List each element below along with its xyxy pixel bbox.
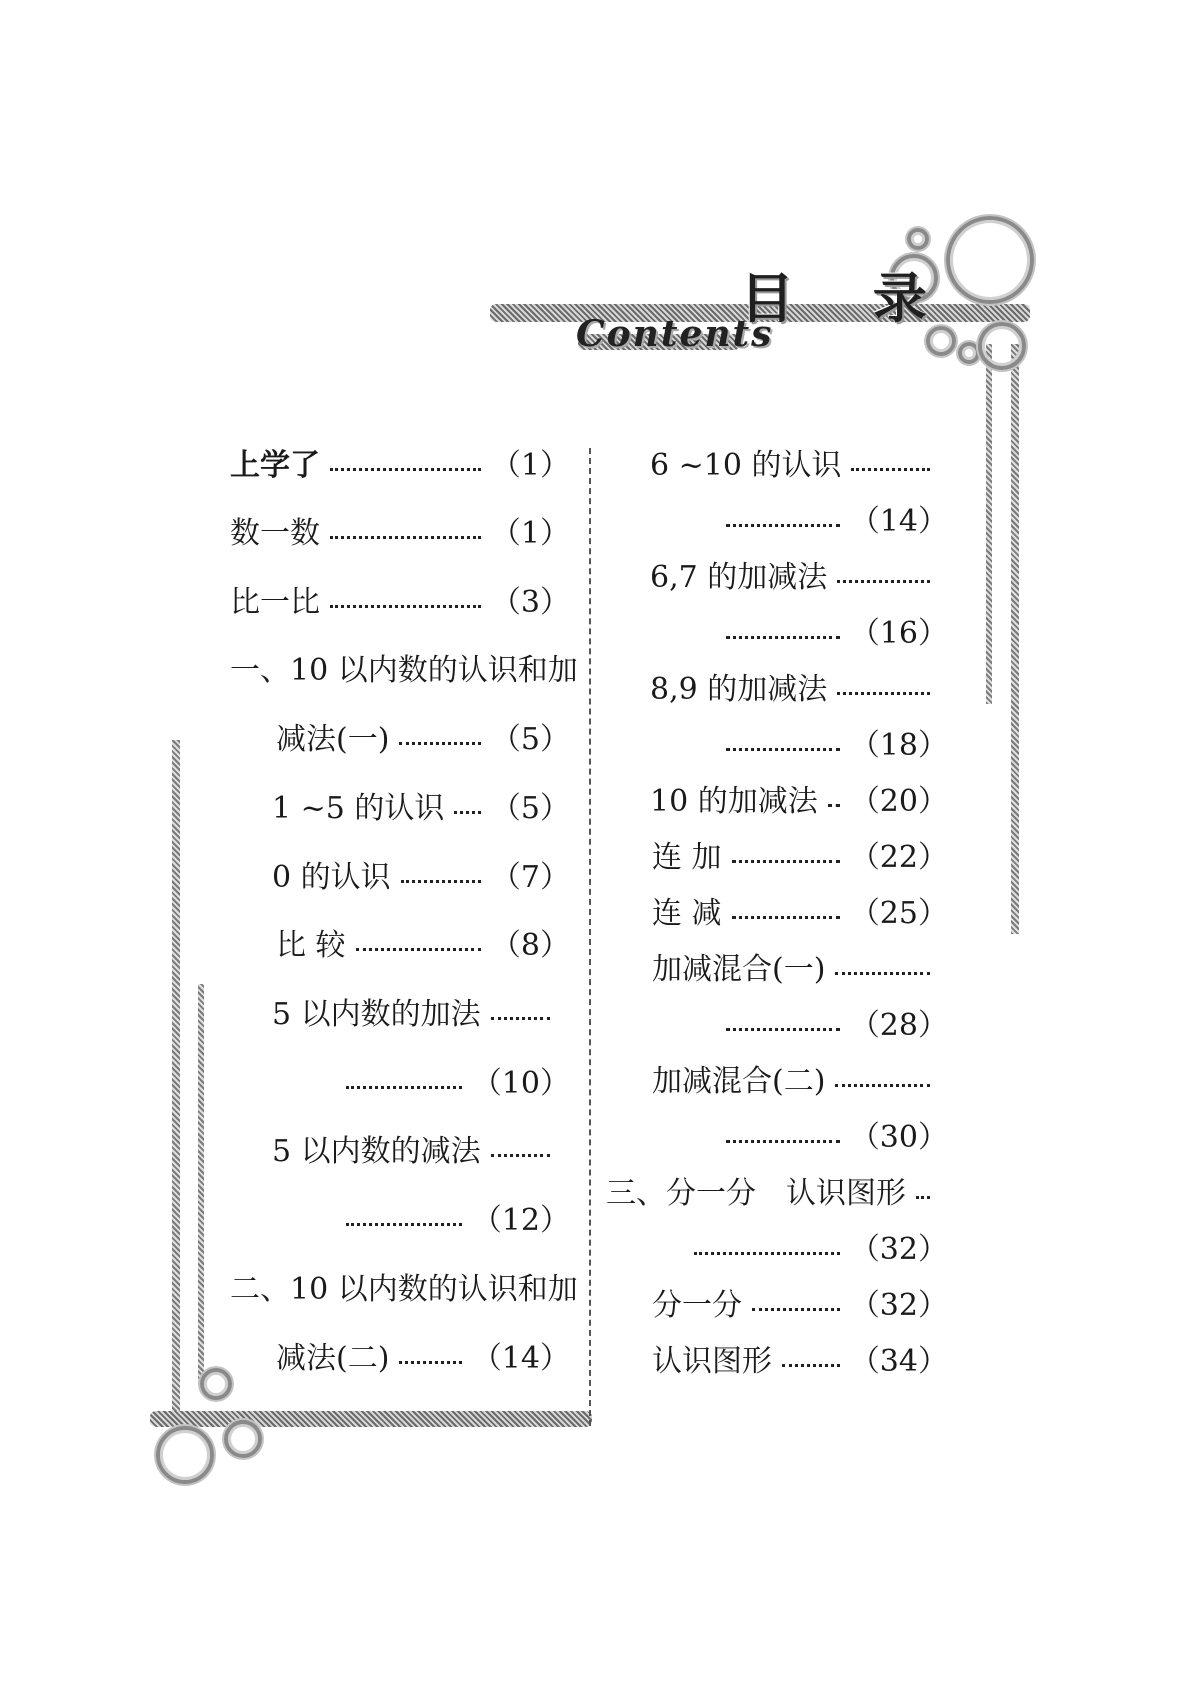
toc-page-number: （1）	[490, 448, 570, 483]
toc-page-number: （32）	[849, 1288, 948, 1323]
toc-leader-dots	[837, 692, 930, 695]
toc-entry	[276, 1339, 570, 1379]
footer-circle-large	[156, 1426, 214, 1484]
toc-leader-dots	[828, 804, 840, 807]
toc-leader-dots	[726, 636, 840, 639]
toc-page-number: （10）	[471, 1066, 570, 1101]
toc-entry-label: 比一比	[230, 585, 320, 620]
toc-entry	[650, 670, 940, 710]
toc-page-number: （8）	[490, 928, 570, 963]
toc-entry-label: 减法(二)	[276, 1341, 390, 1376]
toc-entry	[336, 1201, 570, 1241]
toc-entry	[650, 446, 940, 486]
toc-leader-dots	[732, 860, 840, 863]
toc-entry	[716, 614, 948, 654]
toc-entry-label: 5 以内数的减法	[272, 1134, 481, 1169]
toc-entry	[650, 782, 948, 822]
toc-leader-dots	[346, 1223, 462, 1226]
toc-leader-dots	[726, 1140, 840, 1143]
toc-entry-label: 上学了	[230, 448, 320, 483]
toc-page-number: （1）	[490, 516, 570, 551]
toc-page-number: （12）	[471, 1203, 570, 1238]
toc-leader-dots	[835, 972, 930, 975]
toc-page-number: （18）	[849, 728, 948, 763]
toc-entry	[230, 446, 570, 486]
toc-entry-label: 5 以内数的加法	[272, 997, 481, 1032]
toc-entry-label: 减法(一)	[276, 722, 390, 757]
circle-decoration-low-2	[958, 342, 980, 364]
toc-entry	[652, 1062, 940, 1102]
toc-entry-label: 加减混合(一)	[652, 952, 826, 987]
footer-circle-medium	[224, 1420, 262, 1458]
toc-page-number: （5）	[490, 722, 570, 757]
left-vertical-bar-inner	[198, 984, 204, 1384]
small-circle-decoration	[907, 228, 929, 250]
toc-leader-dots	[399, 1361, 461, 1364]
toc-entry	[336, 1064, 570, 1104]
toc-leader-dots	[491, 1154, 550, 1157]
toc-leader-dots	[732, 916, 840, 919]
toc-leader-dots	[916, 1196, 930, 1199]
toc-entry	[652, 1342, 948, 1382]
footer-circle-small	[200, 1368, 232, 1400]
toc-leader-dots	[837, 580, 930, 583]
toc-page-number: （30）	[849, 1120, 948, 1155]
toc-page-number: （14）	[471, 1341, 570, 1376]
toc-leader-dots	[491, 1017, 550, 1020]
toc-leader-dots	[752, 1308, 840, 1311]
toc-leader-dots	[330, 536, 481, 539]
circle-decoration-low-3	[978, 322, 1026, 370]
toc-page-number: （20）	[849, 784, 948, 819]
toc-entry	[276, 720, 570, 760]
toc-entry	[652, 838, 948, 878]
toc-page-number: （16）	[849, 616, 948, 651]
toc-leader-dots	[356, 948, 481, 951]
toc-leader-dots	[330, 605, 481, 608]
toc-entry	[230, 1270, 578, 1310]
toc-entry	[652, 950, 940, 990]
toc-entry-label: 6 ~10 的认识	[650, 448, 842, 483]
toc-entry	[716, 1118, 948, 1158]
toc-entry	[272, 858, 570, 898]
left-vertical-bar	[172, 740, 180, 1420]
toc-leader-dots	[851, 468, 930, 471]
page-title: 目 录	[740, 267, 957, 330]
toc-entry-label: 连 加	[652, 840, 722, 875]
toc-page-number: （28）	[849, 1008, 948, 1043]
toc-entry	[716, 502, 948, 542]
toc-entry	[652, 1286, 948, 1326]
column-divider	[589, 448, 591, 1426]
toc-entry	[684, 1230, 948, 1270]
toc-entry-label: 二、10 以内数的认识和加	[230, 1272, 578, 1307]
toc-leader-dots	[399, 742, 480, 745]
toc-entry	[272, 1132, 560, 1172]
toc-leader-dots	[694, 1252, 840, 1255]
footer-bar	[150, 1411, 592, 1427]
toc-leader-dots	[835, 1084, 930, 1087]
toc-entry-label: 连 减	[652, 896, 722, 931]
toc-page-number: （3）	[490, 585, 570, 620]
toc-leader-dots	[726, 524, 840, 527]
toc-entry	[650, 558, 940, 598]
toc-entry-label: 加减混合(二)	[652, 1064, 826, 1099]
toc-entry-label: 1 ~5 的认识	[272, 791, 445, 826]
toc-page-number: （32）	[849, 1232, 948, 1267]
page-subtitle: Contents	[576, 313, 774, 355]
toc-entry	[230, 651, 578, 691]
toc-entry	[272, 789, 570, 829]
toc-entry-label: 认识图形	[652, 1344, 772, 1379]
toc-leader-dots	[401, 880, 481, 883]
toc-entry-label: 10 的加减法	[650, 784, 818, 819]
toc-page-number: （14）	[849, 504, 948, 539]
toc-entry	[606, 1174, 940, 1214]
toc-page-number: （7）	[490, 860, 570, 895]
toc-entry	[230, 514, 570, 554]
toc-leader-dots	[726, 1028, 840, 1031]
toc-entry	[716, 1006, 948, 1046]
toc-entry-label: 一、10 以内数的认识和加	[230, 653, 578, 688]
toc-entry	[716, 726, 948, 766]
toc-leader-dots	[454, 811, 481, 814]
toc-entry-label: 三、分一分 认识图形	[606, 1176, 906, 1211]
toc-entry	[272, 995, 560, 1035]
toc-page-number: （5）	[490, 791, 570, 826]
toc-entry	[652, 894, 948, 934]
toc-page-number: （25）	[849, 896, 948, 931]
right-vertical-bar-inner	[986, 344, 992, 704]
toc-entry-label: 6,7 的加减法	[650, 560, 828, 595]
large-circle-decoration	[946, 216, 1034, 304]
toc-entry-label: 8,9 的加减法	[650, 672, 828, 707]
toc-leader-dots	[726, 748, 840, 751]
right-vertical-bar	[1011, 344, 1019, 934]
toc-leader-dots	[782, 1364, 840, 1367]
toc-leader-dots	[346, 1086, 462, 1089]
toc-entry-label: 0 的认识	[272, 860, 391, 895]
toc-page-number: （34）	[849, 1344, 948, 1379]
toc-entry	[276, 926, 570, 966]
toc-entry-label: 数一数	[230, 516, 320, 551]
toc-leader-dots	[330, 468, 481, 471]
toc-entry-label: 比 较	[276, 928, 346, 963]
toc-entry-label: 分一分	[652, 1288, 742, 1323]
toc-entry	[230, 583, 570, 623]
toc-page-number: （22）	[849, 840, 948, 875]
